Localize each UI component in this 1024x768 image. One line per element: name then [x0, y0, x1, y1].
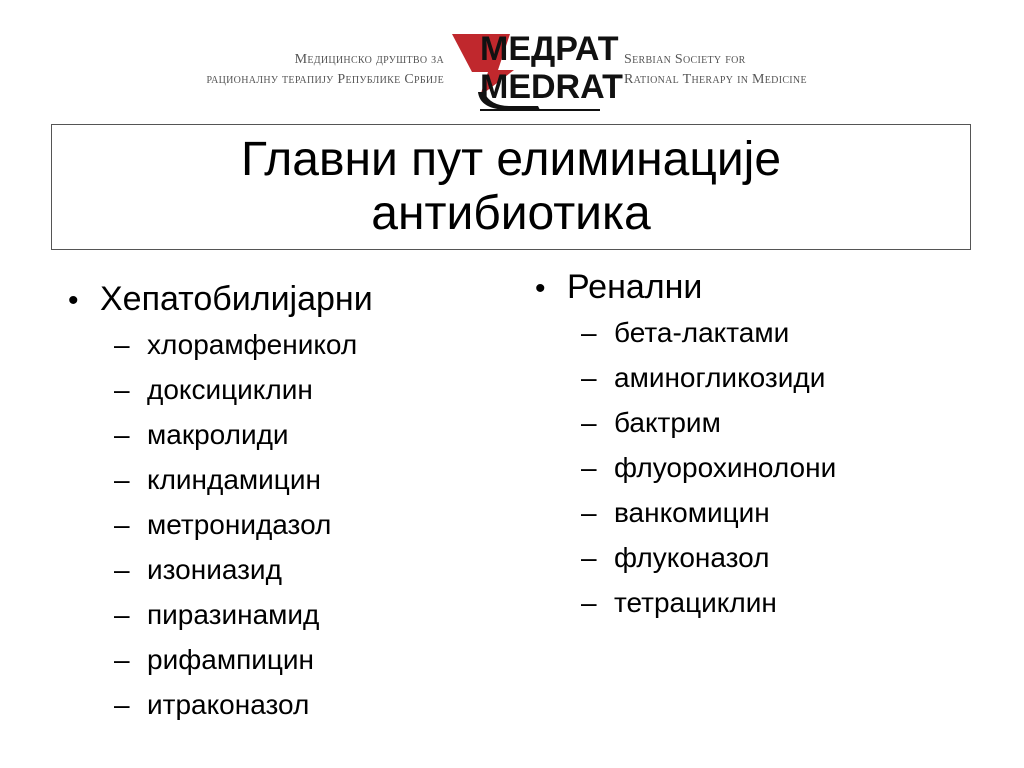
- list-item: – итраконазол: [114, 682, 373, 727]
- list-item: – клиндамицин: [114, 457, 373, 502]
- dash-icon: –: [114, 599, 130, 630]
- list-item: – флуорохинолони: [581, 445, 836, 490]
- org-name-serbian-line2: рационалну терапију Републике Србије: [206, 72, 444, 87]
- dash-icon: –: [114, 509, 130, 540]
- list-item: – метронидазол: [114, 502, 373, 547]
- org-name-english-line1: Serbian Society for: [624, 52, 746, 67]
- bullet-icon: •: [535, 272, 546, 305]
- dash-icon: –: [581, 587, 597, 618]
- dash-icon: –: [114, 644, 130, 675]
- slide-title: [52, 125, 970, 241]
- slide-title-line1: Главни пут елиминације: [240, 133, 782, 186]
- logo-text-cyrillic: МЕДРАТ: [480, 30, 619, 68]
- list-item: – рифампицин: [114, 637, 373, 682]
- dash-icon: –: [581, 317, 597, 348]
- list-item: – ванкомицин: [581, 490, 836, 535]
- org-name-serbian-line1: Медицинско друштво за: [294, 52, 444, 67]
- drug-list-renal: [535, 310, 836, 625]
- drug-list-hepatobiliary: [68, 322, 373, 727]
- dash-icon: –: [114, 374, 130, 405]
- dash-icon: –: [114, 419, 130, 450]
- heading-text: Ренални: [567, 268, 703, 306]
- bullet-heading: [535, 266, 836, 310]
- logo-text-latin: MEDRAT: [480, 68, 623, 106]
- dash-icon: –: [581, 497, 597, 528]
- slide-title-box: [51, 124, 971, 250]
- org-name-english-line2: Rational Therapy in Medicine: [624, 72, 807, 87]
- dash-icon: –: [114, 329, 130, 360]
- list-item: – доксициклин: [114, 367, 373, 412]
- dash-icon: –: [581, 362, 597, 393]
- list-item: – бактрим: [581, 400, 836, 445]
- heading-text: Хепатобилијарни: [100, 280, 373, 318]
- dash-icon: –: [114, 464, 130, 495]
- column-renal: [535, 266, 836, 625]
- list-item: – аминогликозиди: [581, 355, 836, 400]
- dash-icon: –: [581, 542, 597, 573]
- org-name-english: [624, 50, 807, 90]
- dash-icon: –: [581, 452, 597, 483]
- bullet-icon: •: [68, 284, 79, 317]
- dash-icon: –: [114, 554, 130, 585]
- org-name-serbian: [207, 50, 444, 90]
- slide-header: [0, 0, 1024, 120]
- list-item: – бета-лактами: [581, 310, 836, 355]
- column-hepatobiliary: [68, 278, 373, 727]
- list-item: – макролиди: [114, 412, 373, 457]
- dash-icon: –: [581, 407, 597, 438]
- list-item: – хлорамфеникол: [114, 322, 373, 367]
- bullet-heading: [68, 278, 373, 322]
- dash-icon: –: [114, 689, 130, 720]
- medrat-logo: [450, 30, 623, 115]
- slide-title-line2: антибиотика: [371, 187, 651, 240]
- list-item: – тетрациклин: [581, 580, 836, 625]
- list-item: – изониазид: [114, 547, 373, 592]
- list-item: – флуконазол: [581, 535, 836, 580]
- list-item: – пиразинамид: [114, 592, 373, 637]
